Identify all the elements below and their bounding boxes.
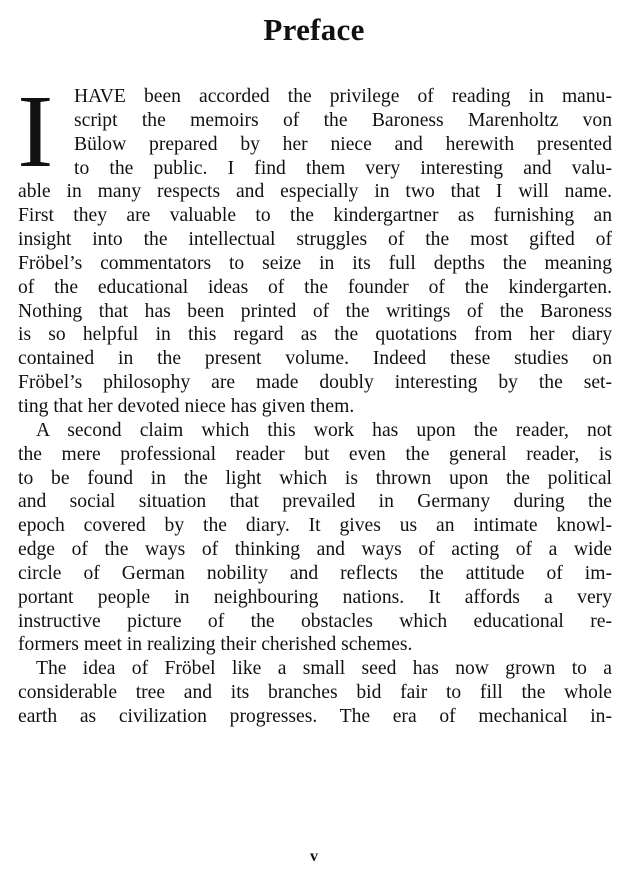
text-line: Fröbel’s commentators to seize in its full depths the meaning [18, 252, 612, 274]
text-line: the mere professional reader but even the general reader, is [18, 443, 612, 465]
text-line: ting that her devoted niece has given them. [18, 395, 355, 417]
text-line: script the memoirs of the Baroness Marenholtz von [74, 109, 612, 131]
text-line: epoch covered by the diary. It gives us an intimate knowl- [18, 515, 612, 537]
text-line: is so helpful in this regard as the quotations from her diary [18, 324, 612, 346]
text-line: of the educational ideas of the founder of the kindergarten. [18, 276, 612, 298]
text-line: to be found in the light which is thrown upon the political [18, 467, 612, 489]
text-line: earth as civilization progresses. The era of mechanical in- [18, 705, 612, 727]
text-line: Fröbel’s philosophy are made doubly interesting by the set- [18, 372, 612, 394]
text-line: able in many respects and especially in two that I will name. [18, 181, 612, 203]
drop-cap: I [17, 74, 54, 189]
text-line: First they are valuable to the kindergartner as furnishing an [18, 205, 612, 227]
text-line: formers meet in realizing their cherished schemes. [18, 634, 413, 656]
text-line: insight into the intellectual struggles of the most gifted of [18, 229, 612, 251]
text-line: contained in the present volume. Indeed these studies on [18, 348, 612, 370]
text-line: HAVE been accorded the privilege of reading in manu- [74, 86, 612, 107]
page-number: v [310, 848, 318, 865]
text-line: Nothing that has been printed of the writings of the Baroness [18, 300, 612, 322]
text-line: and social situation that prevailed in Germany during the [18, 491, 612, 513]
text-line: The idea of Fröbel like a small seed has now grown to a [36, 658, 612, 680]
text-line: edge of the ways of thinking and ways of acting of a wide [18, 539, 612, 561]
text-line: portant people in neighbouring nations. It affords a very [18, 586, 612, 608]
text-line: considerable tree and its branches bid fair to fill the whole [18, 682, 612, 704]
preface-body [18, 85, 612, 729]
text-line: Bülow prepared by her niece and herewith presented [74, 133, 612, 155]
text-line: circle of German nobility and reflects the attitude of im- [18, 562, 612, 584]
text-line: A second claim which this work has upon the reader, not [36, 419, 612, 441]
text-line: to the public. I find them very interesting and valu- [74, 157, 612, 179]
text-line: instructive picture of the obstacles which educational re- [18, 610, 612, 632]
page-title: Preface [263, 12, 365, 47]
